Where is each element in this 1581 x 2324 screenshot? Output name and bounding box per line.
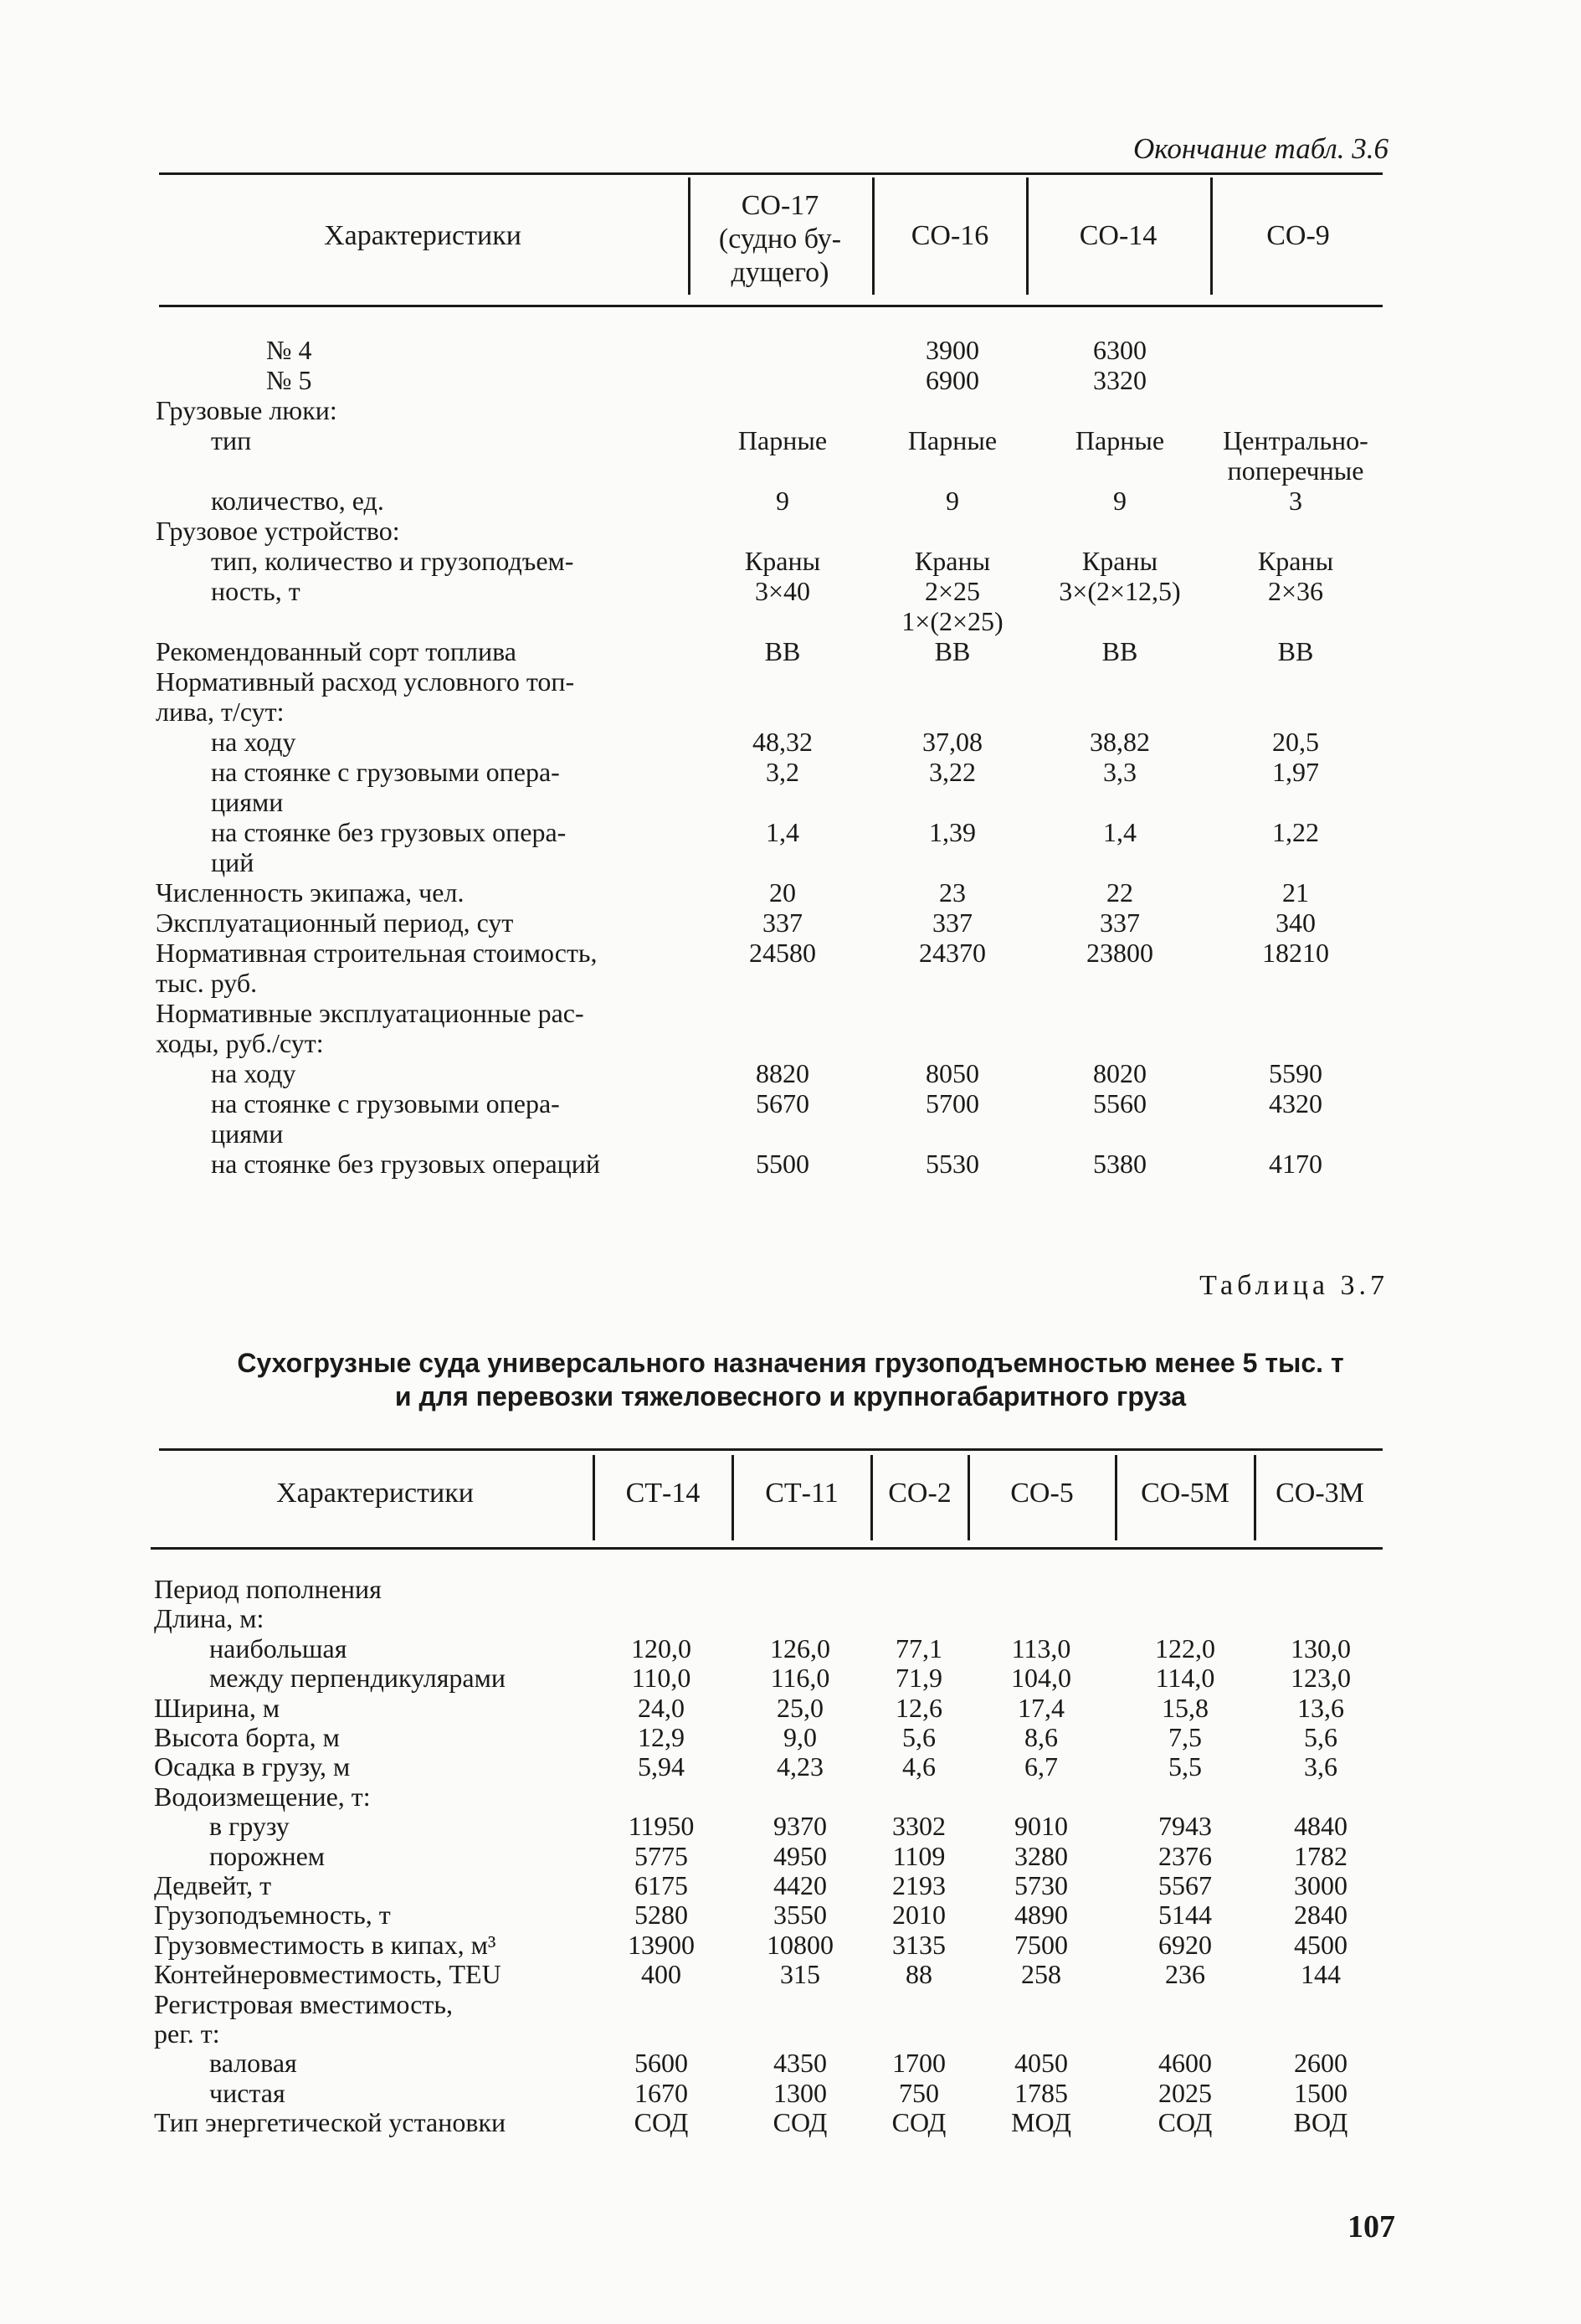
table-cell: Центрально-: [1223, 425, 1368, 455]
row-label: рег. т:: [154, 2018, 220, 2049]
table-cell: 13,6: [1297, 1692, 1344, 1723]
table-cell: 4500: [1294, 1929, 1347, 1960]
table-cell: 3×(2×12,5): [1059, 576, 1181, 606]
row-label: порожнем: [209, 1840, 326, 1871]
table-cell: 104,0: [1011, 1663, 1071, 1694]
table-cell: 71,9: [896, 1663, 942, 1694]
table-cell: 5,5: [1168, 1751, 1202, 1782]
table-cell: 5500: [756, 1149, 809, 1179]
table-cell: 5567: [1158, 1870, 1212, 1900]
header-bottom-rule: [159, 305, 1383, 307]
row-label: Длина, м:: [154, 1603, 264, 1634]
table-cell: 8020: [1093, 1058, 1147, 1088]
table-cell: 2600: [1294, 2048, 1347, 2079]
table-cell: 5,6: [1304, 1722, 1337, 1752]
page-number: 107: [1347, 2209, 1395, 2244]
table-cell: 4840: [1294, 1811, 1347, 1842]
column-header-so16: СО-16: [911, 220, 989, 251]
column-header-so14: СО-14: [1079, 220, 1158, 251]
table-cell: СОД: [891, 2107, 947, 2138]
row-label: Нормативные эксплуатационные рас-: [156, 998, 584, 1028]
row-label: Грузоподъемность, т: [154, 1900, 391, 1931]
column-divider: [1026, 177, 1029, 295]
table-cell: СОД: [1158, 2107, 1213, 2138]
table-cell: 8,6: [1024, 1722, 1058, 1752]
table-cell: 13900: [628, 1929, 695, 1960]
row-label: тыс. руб.: [156, 968, 258, 998]
column-header-so3m: СО-3М: [1276, 1478, 1364, 1509]
table-cell: 1785: [1014, 2077, 1068, 2108]
column-header-so9: СО-9: [1266, 220, 1330, 251]
table-cell: Парные: [1075, 425, 1165, 455]
table-cell: 123,0: [1291, 1663, 1351, 1694]
table-cell: СОД: [634, 2107, 689, 2138]
table-cell: 8050: [926, 1058, 979, 1088]
table-cell: 12,6: [896, 1692, 942, 1723]
table-cell: 37,08: [922, 727, 983, 757]
table-caption: Окончание табл. 3.6: [1133, 132, 1389, 165]
column-header-so17: [691, 189, 869, 290]
table-cell: Краны: [914, 546, 991, 576]
table-cell: 1300: [773, 2077, 827, 2108]
row-label: Эксплуатационный период, сут: [156, 907, 514, 938]
row-label: Грузовместимость в кипах, м³: [154, 1929, 496, 1960]
table-cell: 1×(2×25): [901, 606, 1004, 636]
table-cell: 5590: [1269, 1058, 1322, 1088]
table-cell: 24,0: [638, 1692, 685, 1723]
table-cell: 122,0: [1155, 1632, 1215, 1663]
row-label: на ходу: [211, 727, 296, 757]
table-cell: ВВ: [934, 636, 971, 666]
table-cell: 116,0: [770, 1663, 830, 1694]
row-label: ходы, руб./сут:: [156, 1028, 324, 1058]
column-header-so2: СО-2: [888, 1478, 952, 1509]
table-cell: 5380: [1093, 1149, 1147, 1179]
table-cell: 6920: [1158, 1929, 1212, 1960]
table-title: Сухогрузные суда универсального назначения грузоподъемностью менее 5 тыс. т: [237, 1348, 1344, 1378]
table-cell: 5560: [1093, 1088, 1147, 1118]
table-cell: 2010: [892, 1900, 946, 1931]
table-cell: 3,3: [1103, 757, 1137, 787]
table-cell: 38,82: [1090, 727, 1150, 757]
column-divider: [688, 177, 690, 295]
table-cell: 5730: [1014, 1870, 1068, 1900]
table-title: и для перевозки тяжеловесного и крупногабаритного груза: [394, 1381, 1187, 1411]
table-cell: 9,0: [783, 1722, 817, 1752]
table-cell: 337: [762, 907, 803, 938]
table-cell: ВВ: [1101, 636, 1138, 666]
table-cell: 113,0: [1011, 1632, 1071, 1663]
table-cell: 8820: [756, 1058, 809, 1088]
table-cell: 1782: [1294, 1840, 1347, 1871]
row-label: лива, т/сут:: [156, 697, 285, 727]
row-label: в грузу: [209, 1811, 290, 1842]
table-cell: 5775: [634, 1840, 688, 1871]
table-cell: Парные: [907, 425, 998, 455]
row-label: Грузовые люки:: [156, 395, 337, 425]
table-cell: ВОД: [1293, 2107, 1348, 2138]
table-cell: Краны: [1257, 546, 1334, 576]
table-cell: 236: [1165, 1959, 1205, 1990]
table-cell: 2840: [1294, 1900, 1347, 1931]
column-divider: [872, 177, 875, 295]
header-bottom-rule: [151, 1547, 1383, 1550]
row-label: между перпендикулярами: [209, 1663, 506, 1694]
table-cell: 3302: [892, 1811, 946, 1842]
table-cell: 3,2: [766, 757, 799, 787]
table-cell: ВВ: [1277, 636, 1314, 666]
row-label: Водоизмещение, т:: [154, 1781, 371, 1812]
row-label: количество, ед.: [211, 486, 384, 516]
row-label: наибольшая: [209, 1632, 347, 1663]
table-cell: 7500: [1014, 1929, 1068, 1960]
table-cell: 258: [1021, 1959, 1061, 1990]
column-divider: [593, 1455, 595, 1540]
row-label: тип, количество и грузоподъем-: [211, 546, 574, 576]
table-cell: 9010: [1014, 1811, 1068, 1842]
table-cell: Краны: [744, 546, 821, 576]
table-cell: 110,0: [631, 1663, 691, 1694]
column-header-st14: СТ-14: [625, 1478, 701, 1509]
table-cell: 4600: [1158, 2048, 1212, 2079]
table-cell: 144: [1301, 1959, 1341, 1990]
table-number: Таблица 3.7: [1199, 1270, 1389, 1301]
table-cell: 7,5: [1168, 1722, 1202, 1752]
row-label: валовая: [209, 2048, 297, 2079]
header-line: СО-17: [741, 190, 819, 221]
table-cell: 3280: [1014, 1840, 1068, 1871]
table-cell: 750: [899, 2077, 939, 2108]
table-cell: 3320: [1093, 365, 1147, 395]
table-cell: 337: [932, 907, 973, 938]
row-label: Период пополнения: [154, 1574, 382, 1604]
row-label: чистая: [209, 2077, 285, 2108]
table-cell: 20,5: [1272, 727, 1319, 757]
table-cell: 15,8: [1162, 1692, 1209, 1723]
table-cell: 3: [1289, 486, 1302, 516]
table-cell: 2376: [1158, 1840, 1212, 1871]
table-cell: 6,7: [1024, 1751, 1058, 1782]
column-header-so5m: СО-5М: [1141, 1478, 1229, 1509]
table-cell: 1670: [634, 2077, 688, 2108]
column-divider: [870, 1455, 873, 1540]
table-cell: 3135: [892, 1929, 946, 1960]
row-label: Высота борта, м: [154, 1722, 340, 1752]
table-cell: 1,39: [929, 817, 976, 847]
table-cell: Краны: [1081, 546, 1158, 576]
table-cell: 11950: [628, 1811, 695, 1842]
table-cell: 4890: [1014, 1900, 1068, 1931]
table-cell: 3,22: [929, 757, 976, 787]
table-cell: 5530: [926, 1149, 979, 1179]
table-cell: 6175: [634, 1870, 688, 1900]
row-label: на стоянке с грузовыми опера-: [211, 1088, 560, 1118]
table-cell: 20: [769, 877, 796, 907]
table-cell: 5600: [634, 2048, 688, 2079]
table-cell: 5280: [634, 1900, 688, 1931]
table-cell: 3,6: [1304, 1751, 1337, 1782]
column-divider: [968, 1455, 970, 1540]
table-cell: 48,32: [752, 727, 813, 757]
table-cell: 5670: [756, 1088, 809, 1118]
table-top-rule: [159, 172, 1383, 175]
row-label: № 4: [266, 335, 312, 365]
table-cell: 3550: [773, 1900, 827, 1931]
row-label: ность, т: [211, 576, 300, 606]
table-cell: поперечные: [1227, 455, 1364, 486]
table-cell: 3900: [926, 335, 979, 365]
table-cell: 400: [641, 1959, 681, 1990]
row-label: тип: [211, 425, 252, 455]
table-cell: 4,23: [777, 1751, 824, 1782]
table-cell: 9370: [773, 1811, 827, 1842]
column-header-st11: СТ-11: [765, 1478, 839, 1509]
row-label: циями: [211, 787, 284, 817]
table-cell: 77,1: [896, 1632, 942, 1663]
row-label: Нормативный расход условного топ-: [156, 666, 575, 697]
table-cell: 1109: [892, 1840, 946, 1871]
row-label: на стоянке без грузовых операций: [211, 1149, 601, 1179]
table-cell: 6300: [1093, 335, 1147, 365]
table-cell: 1,4: [766, 817, 799, 847]
table-cell: 23800: [1086, 938, 1153, 968]
table-cell: Парные: [737, 425, 828, 455]
row-label: Ширина, м: [154, 1692, 280, 1723]
table-cell: 1500: [1294, 2077, 1347, 2108]
table-cell: 4,6: [902, 1751, 936, 1782]
row-label: Рекомендованный сорт топлива: [156, 636, 516, 666]
column-divider: [1210, 177, 1213, 295]
table-cell: 6900: [926, 365, 979, 395]
row-label: ций: [211, 847, 254, 877]
table-cell: 23: [939, 877, 966, 907]
column-header-characteristics: Характеристики: [276, 1478, 474, 1509]
table-cell: 22: [1106, 877, 1133, 907]
table-cell: 3000: [1294, 1870, 1347, 1900]
table-cell: МОД: [1011, 2107, 1071, 2138]
table-cell: 4320: [1269, 1088, 1322, 1118]
table-cell: 2193: [892, 1870, 946, 1900]
table-cell: 5,6: [902, 1722, 936, 1752]
table-cell: 4050: [1014, 2048, 1068, 2079]
table-cell: 24370: [919, 938, 986, 968]
table-cell: 21: [1282, 877, 1309, 907]
table-cell: 9: [946, 486, 959, 516]
row-label: на стоянке без грузовых опера-: [211, 817, 567, 847]
table-cell: 10800: [767, 1929, 834, 1960]
column-header-so5: СО-5: [1010, 1478, 1074, 1509]
table-cell: 337: [1100, 907, 1140, 938]
table-cell: 5,94: [638, 1751, 685, 1782]
table-cell: 126,0: [770, 1632, 830, 1663]
table-cell: 1,22: [1272, 817, 1319, 847]
table-cell: 5144: [1158, 1900, 1212, 1931]
table-cell: 2025: [1158, 2077, 1212, 2108]
table-cell: СОД: [773, 2107, 828, 2138]
table-cell: ВВ: [764, 636, 801, 666]
table-cell: 12,9: [638, 1722, 685, 1752]
table-cell: 17,4: [1018, 1692, 1065, 1723]
row-label: № 5: [266, 365, 312, 395]
table-cell: 9: [776, 486, 789, 516]
table-cell: 3×40: [754, 576, 811, 606]
table-cell: 25,0: [777, 1692, 824, 1723]
header-line: дущего): [731, 257, 829, 288]
row-label: на ходу: [211, 1058, 296, 1088]
table-cell: 4350: [773, 2048, 827, 2079]
row-label: Грузовое устройство:: [156, 516, 400, 546]
header-line: (судно бу-: [718, 224, 842, 255]
table-cell: 120,0: [631, 1632, 691, 1663]
row-label: Осадка в грузу, м: [154, 1751, 351, 1782]
table-cell: 2×36: [1267, 576, 1324, 606]
table-cell: 1,97: [1272, 757, 1319, 787]
column-divider: [731, 1455, 734, 1540]
table-cell: 4170: [1269, 1149, 1322, 1179]
table-cell: 130,0: [1291, 1632, 1351, 1663]
table-cell: 18210: [1262, 938, 1329, 968]
table-cell: 315: [780, 1959, 820, 1990]
column-header-characteristics: Характеристики: [324, 220, 521, 251]
row-label: Нормативная строительная стоимость,: [156, 938, 598, 968]
row-label: циями: [211, 1118, 284, 1149]
table-cell: 7943: [1158, 1811, 1212, 1842]
table-cell: 9: [1113, 486, 1127, 516]
table-cell: 2×25: [924, 576, 981, 606]
table-cell: 1700: [892, 2048, 946, 2079]
table-cell: 4950: [773, 1840, 827, 1871]
row-label: Регистровая вместимость,: [154, 1988, 453, 2019]
row-label: Тип энергетической установки: [154, 2107, 506, 2138]
table-cell: 24580: [749, 938, 816, 968]
table-cell: 88: [906, 1959, 932, 1990]
table-top-rule: [159, 1448, 1383, 1451]
table-cell: 1,4: [1103, 817, 1137, 847]
table-cell: 114,0: [1155, 1663, 1215, 1694]
row-label: Дедвейт, т: [154, 1870, 272, 1900]
row-label: Численность экипажа, чел.: [156, 877, 465, 907]
column-divider: [1115, 1455, 1117, 1540]
table-cell: 340: [1276, 907, 1316, 938]
table-cell: 4420: [773, 1870, 827, 1900]
column-divider: [1254, 1455, 1256, 1540]
table-cell: 5700: [926, 1088, 979, 1118]
row-label: на стоянке с грузовыми опера-: [211, 757, 560, 787]
row-label: Контейнеровместимость, TEU: [154, 1959, 501, 1990]
